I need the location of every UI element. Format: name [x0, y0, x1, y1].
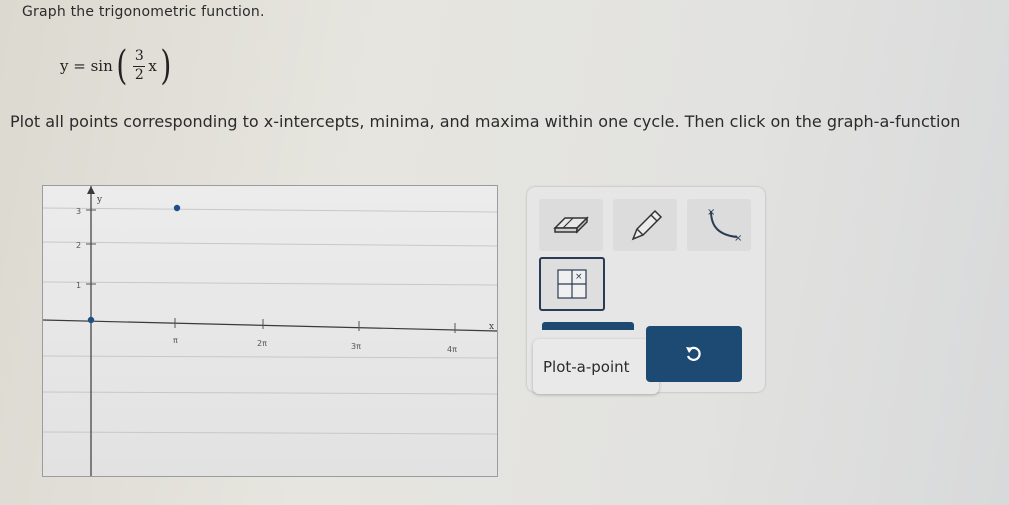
fraction-denominator: 2 — [134, 66, 144, 83]
instruction-text: Plot all points corresponding to x-intercepts, minima, and maxima within one cycle. Then click on the graph-a-function — [10, 112, 961, 131]
eraser-tool-button[interactable] — [539, 199, 603, 251]
equation-lhs: y = sin — [60, 57, 113, 75]
y-tick-label: 1 — [76, 281, 82, 290]
graph-function-button[interactable] — [687, 199, 751, 251]
undo-button[interactable] — [646, 326, 742, 382]
x-tick-label: 4π — [447, 345, 457, 354]
y-tick-label: 3 — [76, 207, 82, 216]
x-tick-label: 2π — [257, 339, 267, 348]
function-equation: y = sin ( $\frac{3}{2}$ x ) — [60, 43, 172, 89]
plotted-point — [174, 205, 180, 211]
question-heading: Graph the trigonometric function. — [22, 4, 265, 20]
selected-tool-indicator — [542, 322, 634, 330]
x-tick-label: π — [173, 336, 178, 345]
equation-variable: x — [148, 57, 157, 75]
x-axis — [43, 320, 497, 331]
y-axis-label: y — [97, 195, 103, 205]
y-tick-label: 2 — [76, 241, 82, 250]
eraser-icon — [551, 214, 591, 236]
x-tick-label: 3π — [351, 342, 361, 351]
coordinate-grid-icon — [555, 267, 589, 301]
svg-text:×: × — [575, 272, 583, 282]
coordinate-grid-button[interactable] — [539, 257, 605, 311]
plotted-point — [88, 317, 94, 323]
plot-a-point-tooltip — [533, 339, 659, 394]
x-axis-label: x — [489, 322, 495, 332]
fraction-numerator: 3 — [134, 48, 144, 65]
y-axis-arrow — [87, 186, 95, 194]
svg-text:×: × — [734, 233, 743, 244]
plot-a-point-label: Plot-a-point — [543, 357, 630, 376]
pencil-tool-button[interactable] — [613, 199, 677, 251]
graph-canvas[interactable] — [42, 185, 498, 477]
fraction — [133, 49, 145, 83]
undo-icon — [684, 344, 704, 364]
graph-function-icon — [697, 205, 741, 245]
svg-text:×: × — [707, 207, 716, 218]
pencil-icon — [625, 205, 665, 245]
